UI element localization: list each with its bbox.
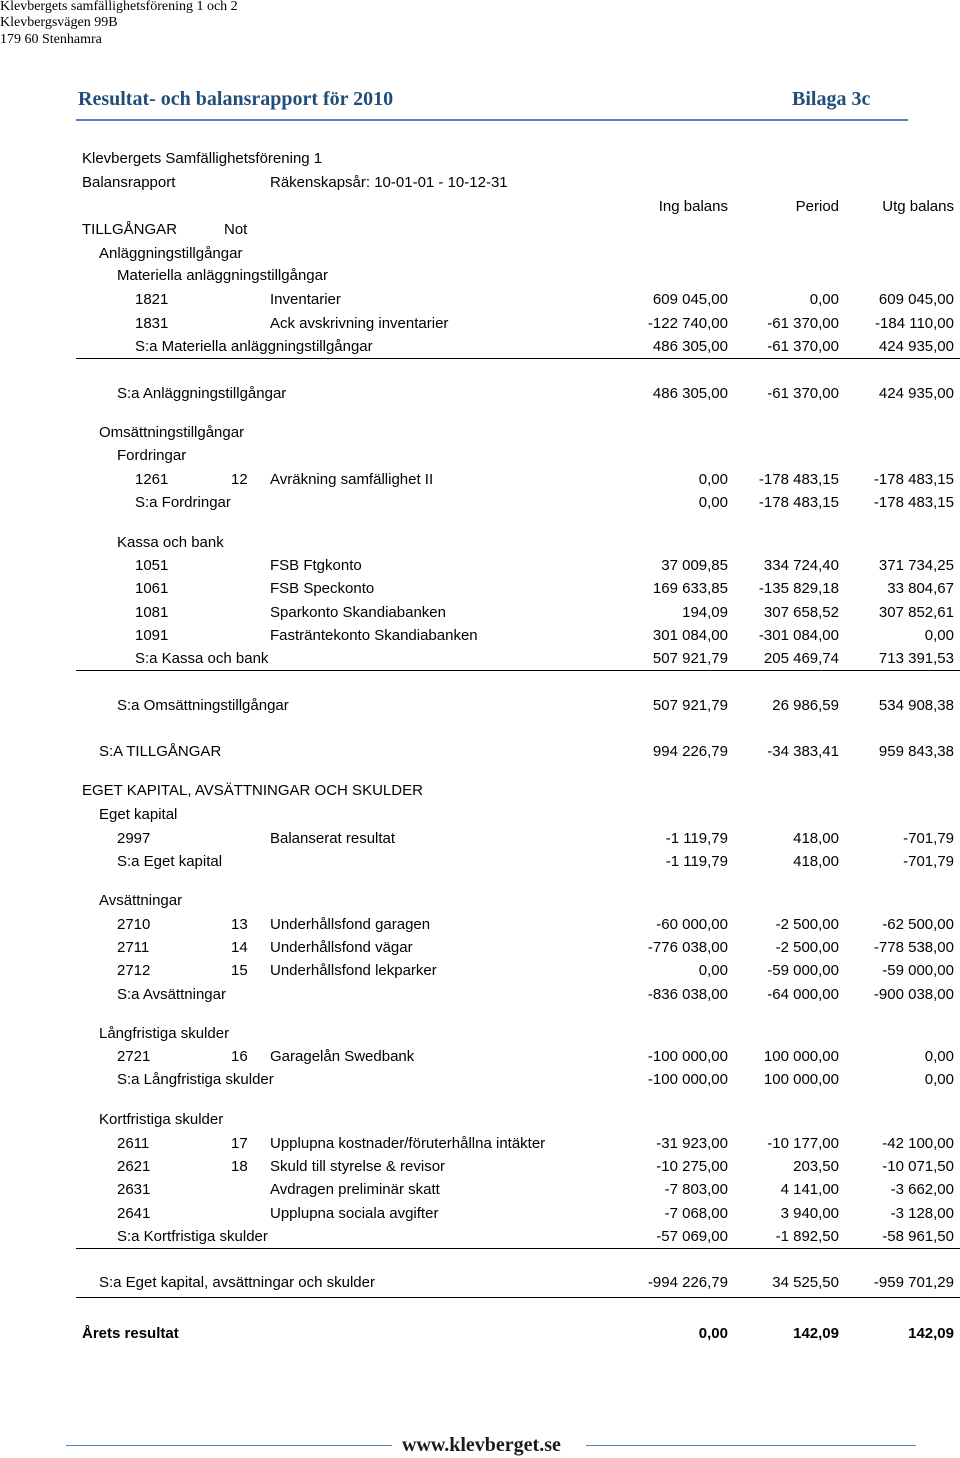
total-label: S:A TILLGÅNGAR xyxy=(99,743,222,760)
value-utg: 609 045,00 xyxy=(878,291,954,308)
account-number: 1051 xyxy=(135,557,169,574)
value-utg: 33 804,67 xyxy=(887,580,954,597)
value-period: 205 469,74 xyxy=(763,650,839,667)
value-ing: 169 633,85 xyxy=(652,580,728,597)
col-header-not: Not xyxy=(224,221,248,238)
value-utg: -58 961,50 xyxy=(882,1228,954,1245)
value-utg: -10 071,50 xyxy=(882,1158,954,1175)
value-period: 3 940,00 xyxy=(780,1205,839,1222)
account-number: 2641 xyxy=(117,1205,151,1222)
value-utg: -184 110,00 xyxy=(875,315,954,332)
value-ing: -100 000,00 xyxy=(647,1071,728,1088)
subtotal-label: S:a Materiella anläggningstillgångar xyxy=(135,338,373,355)
group-eget-kapital: Eget kapital xyxy=(99,806,178,823)
value-ing: -994 226,79 xyxy=(647,1274,728,1291)
value-ing: -776 038,00 xyxy=(647,939,728,956)
subtotal-label: S:a Långfristiga skulder xyxy=(117,1071,274,1088)
value-period: 4 141,00 xyxy=(780,1181,839,1198)
account-name: Avdragen preliminär skatt xyxy=(270,1181,440,1198)
value-utg: 713 391,53 xyxy=(878,650,954,667)
value-ing: 301 084,00 xyxy=(652,627,728,644)
value-ing: -7 803,00 xyxy=(664,1181,728,1198)
account-name: Balanserat resultat xyxy=(270,830,396,847)
value-utg: 0,00 xyxy=(924,627,954,644)
header-org-name: Klevbergets samfällighetsförening 1 och 2 xyxy=(0,0,238,14)
section-tillgangar: TILLGÅNGAR xyxy=(82,221,178,238)
account-number: 1081 xyxy=(135,604,169,621)
subgroup-kassa: Kassa och bank xyxy=(117,534,224,551)
note-number: 15 xyxy=(231,962,248,979)
note-number: 18 xyxy=(231,1158,248,1175)
value-utg: 0,00 xyxy=(924,1071,954,1088)
value-period: 203,50 xyxy=(793,1158,839,1175)
account-number: 1831 xyxy=(135,315,169,332)
sum-rule xyxy=(76,1248,960,1249)
value-utg: -3 662,00 xyxy=(890,1181,954,1198)
value-ing: 486 305,00 xyxy=(652,338,728,355)
account-name: Ack avskrivning inventarier xyxy=(270,315,449,332)
header-postal: 179 60 Stenhamra xyxy=(0,32,102,47)
value-utg: -178 483,15 xyxy=(873,494,954,511)
value-period: 26 986,59 xyxy=(772,697,839,714)
account-name: Underhållsfond garagen xyxy=(270,916,431,933)
subtotal-label: S:a Avsättningar xyxy=(117,986,226,1003)
account-name: Skuld till styrelse & revisor xyxy=(270,1158,446,1175)
value-utg: -42 100,00 xyxy=(882,1135,954,1152)
note-number: 12 xyxy=(231,471,248,488)
account-number: 1091 xyxy=(135,627,169,644)
value-period: -178 483,15 xyxy=(758,471,839,488)
value-utg: 959 843,38 xyxy=(878,743,954,760)
value-utg: 424 935,00 xyxy=(878,385,954,402)
footer-rule-left xyxy=(66,1445,392,1446)
result-label: Årets resultat xyxy=(82,1325,179,1342)
subtotal-label: S:a Fordringar xyxy=(135,494,231,511)
page-title: Resultat- och balansrapport för 2010 xyxy=(78,88,394,110)
total-label: S:a Eget kapital, avsättningar och skulder xyxy=(99,1274,375,1291)
account-name: Avräkning samfällighet II xyxy=(270,471,434,488)
value-ing: -1 119,79 xyxy=(665,830,728,847)
group-langfristiga: Långfristiga skulder xyxy=(99,1025,230,1042)
value-period: 100 000,00 xyxy=(763,1071,839,1088)
value-utg: -900 038,00 xyxy=(873,986,954,1003)
section-eget-kapital: EGET KAPITAL, AVSÄTTNINGAR OCH SKULDER xyxy=(82,782,423,799)
title-divider xyxy=(76,119,908,121)
report-type: Balansrapport xyxy=(82,174,176,191)
value-utg: -778 538,00 xyxy=(873,939,954,956)
value-ing: -10 275,00 xyxy=(656,1158,728,1175)
header-address: Klevbergsvägen 99B xyxy=(0,15,118,30)
value-ing: -60 000,00 xyxy=(656,916,728,933)
value-utg: 371 734,25 xyxy=(878,557,954,574)
value-period: 334 724,40 xyxy=(763,557,839,574)
value-utg: 534 908,38 xyxy=(878,697,954,714)
subgroup-fordringar: Fordringar xyxy=(117,447,187,464)
value-utg: 0,00 xyxy=(924,1048,954,1065)
account-number: 2997 xyxy=(117,830,151,847)
account-number: 1821 xyxy=(135,291,169,308)
value-period: -64 000,00 xyxy=(767,986,839,1003)
group-avsattningar: Avsättningar xyxy=(99,892,183,909)
value-ing: 507 921,79 xyxy=(652,697,728,714)
group-anlaggning: Anläggningstillgångar xyxy=(99,245,243,262)
account-number: 2621 xyxy=(117,1158,151,1175)
value-utg: -3 128,00 xyxy=(890,1205,954,1222)
account-name: Sparkonto Skandiabanken xyxy=(270,604,446,621)
note-number: 14 xyxy=(231,939,248,956)
account-name: Inventarier xyxy=(270,291,341,308)
value-period: -61 370,00 xyxy=(767,338,839,355)
value-ing: -836 038,00 xyxy=(647,986,728,1003)
attachment-label: Bilaga 3c xyxy=(792,88,871,110)
group-omsattning: Omsättningstillgångar xyxy=(99,424,245,441)
value-ing: 0,00 xyxy=(698,471,728,488)
value-period: -61 370,00 xyxy=(767,315,839,332)
note-number: 13 xyxy=(231,916,248,933)
value-utg: -62 500,00 xyxy=(882,916,954,933)
sum-rule xyxy=(76,1297,960,1298)
value-utg: -701,79 xyxy=(903,853,954,870)
note-number: 17 xyxy=(231,1135,248,1152)
value-ing: 609 045,00 xyxy=(652,291,728,308)
value-ing: 994 226,79 xyxy=(652,743,728,760)
subtotal-label: S:a Kassa och bank xyxy=(135,650,269,667)
account-number: 2712 xyxy=(117,962,151,979)
col-header-period: Period xyxy=(795,198,839,215)
value-ing: 0,00 xyxy=(698,1325,728,1342)
subtotal-label: S:a Anläggningstillgångar xyxy=(117,385,287,402)
value-period: -2 500,00 xyxy=(775,916,839,933)
account-name: Upplupna kostnader/föruterhållna intäkter xyxy=(270,1135,546,1152)
subtotal-label: S:a Eget kapital xyxy=(117,853,223,870)
org-name: Klevbergets Samfällighetsförening 1 xyxy=(82,150,323,167)
footer-rule-right xyxy=(586,1445,916,1446)
account-number: 1061 xyxy=(135,580,169,597)
value-utg: 424 935,00 xyxy=(878,338,954,355)
subtotal-label: S:a Kortfristiga skulder xyxy=(117,1228,268,1245)
value-period: 100 000,00 xyxy=(763,1048,839,1065)
value-period: 418,00 xyxy=(793,830,839,847)
account-number: 2611 xyxy=(117,1135,150,1152)
value-period: -301 084,00 xyxy=(758,627,839,644)
value-ing: 0,00 xyxy=(698,494,728,511)
value-period: -178 483,15 xyxy=(758,494,839,511)
value-ing: -57 069,00 xyxy=(656,1228,728,1245)
account-number: 2721 xyxy=(117,1048,151,1065)
value-utg: -178 483,15 xyxy=(873,471,954,488)
value-period: 418,00 xyxy=(793,853,839,870)
account-number: 1261 xyxy=(135,471,169,488)
account-name: FSB Ftgkonto xyxy=(270,557,362,574)
value-ing: 486 305,00 xyxy=(652,385,728,402)
value-period: -34 383,41 xyxy=(767,743,839,760)
value-period: -10 177,00 xyxy=(767,1135,839,1152)
col-header-utg: Utg balans xyxy=(882,198,954,215)
account-name: Underhållsfond lekparker xyxy=(270,962,437,979)
value-period: -2 500,00 xyxy=(775,939,839,956)
value-ing: -31 923,00 xyxy=(656,1135,728,1152)
sum-rule xyxy=(76,670,960,671)
account-name: Upplupna sociala avgifter xyxy=(270,1205,439,1222)
value-period: -61 370,00 xyxy=(767,385,839,402)
value-period: 307 658,52 xyxy=(763,604,839,621)
value-period: 142,09 xyxy=(793,1325,839,1342)
sum-rule xyxy=(76,358,960,359)
value-period: 0,00 xyxy=(809,291,839,308)
value-period: -135 829,18 xyxy=(758,580,839,597)
account-number: 2711 xyxy=(117,939,150,956)
account-name: Underhållsfond vägar xyxy=(270,939,413,956)
account-name: Fasträntekonto Skandiabanken xyxy=(270,627,478,644)
col-header-ing: Ing balans xyxy=(658,198,728,215)
footer-website-link[interactable]: www.klevberget.se xyxy=(402,1434,561,1456)
value-utg: 307 852,61 xyxy=(878,604,954,621)
value-ing: -122 740,00 xyxy=(647,315,728,332)
value-period: 34 525,50 xyxy=(772,1274,839,1291)
value-utg: -59 000,00 xyxy=(882,962,954,979)
fiscal-year: Räkenskapsår: 10-01-01 - 10-12-31 xyxy=(270,174,508,191)
value-period: -1 892,50 xyxy=(775,1228,839,1245)
value-ing: -7 068,00 xyxy=(664,1205,728,1222)
value-utg: -701,79 xyxy=(903,830,954,847)
value-utg: 142,09 xyxy=(908,1325,954,1342)
subgroup-materiella: Materiella anläggningstillgångar xyxy=(117,267,328,284)
value-ing: -1 119,79 xyxy=(665,853,728,870)
value-utg: -959 701,29 xyxy=(873,1274,954,1291)
account-number: 2710 xyxy=(117,916,151,933)
value-period: -59 000,00 xyxy=(767,962,839,979)
value-ing: 507 921,79 xyxy=(652,650,728,667)
value-ing: 194,09 xyxy=(682,604,728,621)
value-ing: -100 000,00 xyxy=(647,1048,728,1065)
subtotal-label: S:a Omsättningstillgångar xyxy=(117,697,289,714)
group-kortfristiga: Kortfristiga skulder xyxy=(99,1111,224,1128)
value-ing: 0,00 xyxy=(698,962,728,979)
note-number: 16 xyxy=(231,1048,248,1065)
value-ing: 37 009,85 xyxy=(661,557,728,574)
account-name: FSB Speckonto xyxy=(270,580,375,597)
account-number: 2631 xyxy=(117,1181,151,1198)
account-name: Garagelån Swedbank xyxy=(270,1048,415,1065)
